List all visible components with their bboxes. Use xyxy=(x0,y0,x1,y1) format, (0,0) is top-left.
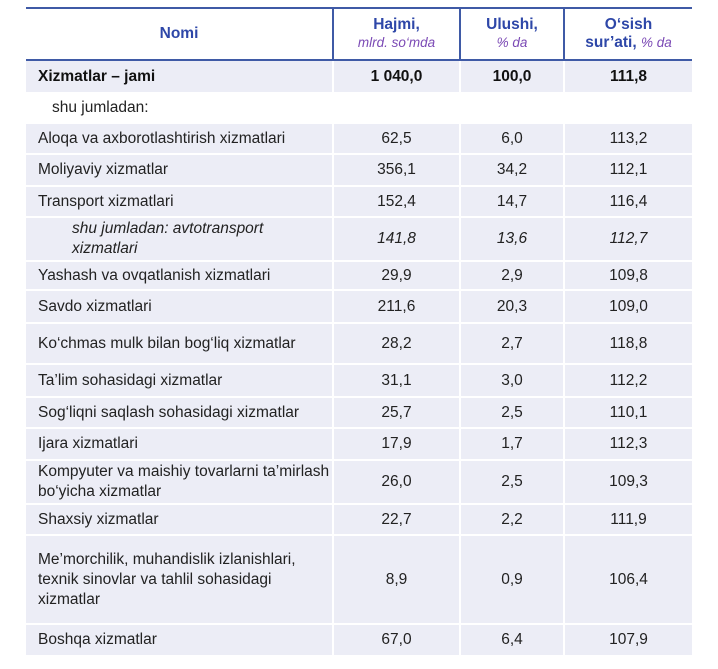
row-share: 3,0 xyxy=(459,365,563,396)
row-growth: 118,8 xyxy=(563,324,692,363)
row-volume: 356,1 xyxy=(332,155,459,185)
row-growth: 111,9 xyxy=(563,505,692,534)
row-volume: 141,8 xyxy=(332,218,459,260)
table-row xyxy=(26,625,692,657)
header-growth-label-2: sur’ati, % da xyxy=(585,34,672,51)
row-growth xyxy=(563,94,692,122)
table-row xyxy=(26,398,692,429)
row-share: 6,0 xyxy=(459,124,563,153)
row-growth: 112,3 xyxy=(563,429,692,459)
row-volume: 29,9 xyxy=(332,262,459,289)
row-volume: 67,0 xyxy=(332,625,459,655)
row-volume: 211,6 xyxy=(332,291,459,322)
row-name: Ijara xizmatlari xyxy=(38,435,138,452)
services-table xyxy=(26,9,692,657)
row-name: Sog‘liqni saqlash sohasidagi xizmatlar xyxy=(38,403,300,421)
row-volume: 8,9 xyxy=(332,536,459,623)
row-share: 0,9 xyxy=(459,536,563,623)
row-growth: 109,0 xyxy=(563,291,692,322)
header-volume-unit: mlrd. so‘mda xyxy=(357,35,436,50)
row-growth: 107,9 xyxy=(563,625,692,655)
header-growth xyxy=(563,9,692,59)
row-name: Kompyuter va maishiy tovarlarni ta’mirlash bo‘yicha xizmatlar xyxy=(38,463,330,500)
table-row xyxy=(26,291,692,324)
row-volume: 62,5 xyxy=(332,124,459,153)
row-growth: 112,7 xyxy=(563,218,692,260)
row-share: 100,0 xyxy=(459,61,563,92)
table-row xyxy=(26,124,692,155)
row-volume: 22,7 xyxy=(332,505,459,534)
row-name: Moliyaviy xizmatlar xyxy=(38,161,169,178)
row-share: 2,2 xyxy=(459,505,563,534)
row-name: shu jumladan: avtotransport xizmatlari xyxy=(72,220,264,257)
row-growth: 110,1 xyxy=(563,398,692,427)
row-growth: 116,4 xyxy=(563,187,692,216)
header-name xyxy=(26,9,332,59)
row-share xyxy=(459,94,563,122)
table-row xyxy=(26,365,692,398)
table-row xyxy=(26,536,692,625)
row-volume: 25,7 xyxy=(332,398,459,427)
header-share-unit: % da xyxy=(496,35,528,50)
row-share: 6,4 xyxy=(459,625,563,655)
row-share: 2,5 xyxy=(459,398,563,427)
row-volume: 31,1 xyxy=(332,365,459,396)
table-header-row xyxy=(26,9,692,61)
row-name: Shaxsiy xizmatlar xyxy=(38,510,159,528)
row-share: 13,6 xyxy=(459,218,563,260)
row-growth: 112,1 xyxy=(563,155,692,185)
row-growth: 112,2 xyxy=(563,365,692,396)
row-volume: 152,4 xyxy=(332,187,459,216)
header-growth-label: O‘sish xyxy=(604,16,653,33)
table-row xyxy=(26,155,692,187)
row-growth: 109,8 xyxy=(563,262,692,289)
row-volume xyxy=(332,94,459,122)
row-share: 14,7 xyxy=(459,187,563,216)
row-share: 2,5 xyxy=(459,461,563,503)
table-row-total xyxy=(26,61,692,94)
header-share-label: Ulushi, xyxy=(486,16,538,33)
header-volume xyxy=(332,9,459,59)
row-name: Ta’lim sohasidagi xizmatlar xyxy=(38,371,223,389)
table-row-italic xyxy=(26,218,692,262)
row-share: 1,7 xyxy=(459,429,563,459)
header-share xyxy=(459,9,563,59)
row-name: Ko‘chmas mulk bilan bog‘liq xizmatlar xyxy=(38,334,296,352)
row-volume: 17,9 xyxy=(332,429,459,459)
row-growth: 106,4 xyxy=(563,536,692,623)
table-row xyxy=(26,324,692,365)
header-volume-label: Hajmi, xyxy=(373,16,420,33)
row-volume: 1 040,0 xyxy=(332,61,459,92)
row-share: 2,9 xyxy=(459,262,563,289)
row-name: Aloqa va axborotlashtirish xizmatlari xyxy=(38,129,286,147)
row-share: 20,3 xyxy=(459,291,563,322)
row-growth: 111,8 xyxy=(563,61,692,92)
table-row xyxy=(26,505,692,536)
row-volume: 28,2 xyxy=(332,324,459,363)
row-name: Me’morchilik, muhandislik izlanishlari, texnik sinovlar va tahlil sohasidagi xizmatlar xyxy=(38,550,296,608)
row-growth: 113,2 xyxy=(563,124,692,153)
row-name: Xizmatlar – jami xyxy=(38,67,156,85)
header-name-label: Nomi xyxy=(159,25,199,42)
row-name: Savdo xizmatlari xyxy=(38,297,152,315)
row-growth: 109,3 xyxy=(563,461,692,503)
table-row xyxy=(26,429,692,461)
row-volume: 26,0 xyxy=(332,461,459,503)
row-share: 2,7 xyxy=(459,324,563,363)
row-name: Yashash va ovqatlanish xizmatlari xyxy=(38,266,271,284)
row-name: Transport xizmatlari xyxy=(38,192,174,210)
row-name: Boshqa xizmatlar xyxy=(38,631,157,648)
row-share: 34,2 xyxy=(459,155,563,185)
row-name: shu jumladan: xyxy=(52,99,149,116)
table-row xyxy=(26,262,692,291)
table-row-subheading xyxy=(26,94,692,124)
table-row xyxy=(26,461,692,505)
table-row xyxy=(26,187,692,218)
